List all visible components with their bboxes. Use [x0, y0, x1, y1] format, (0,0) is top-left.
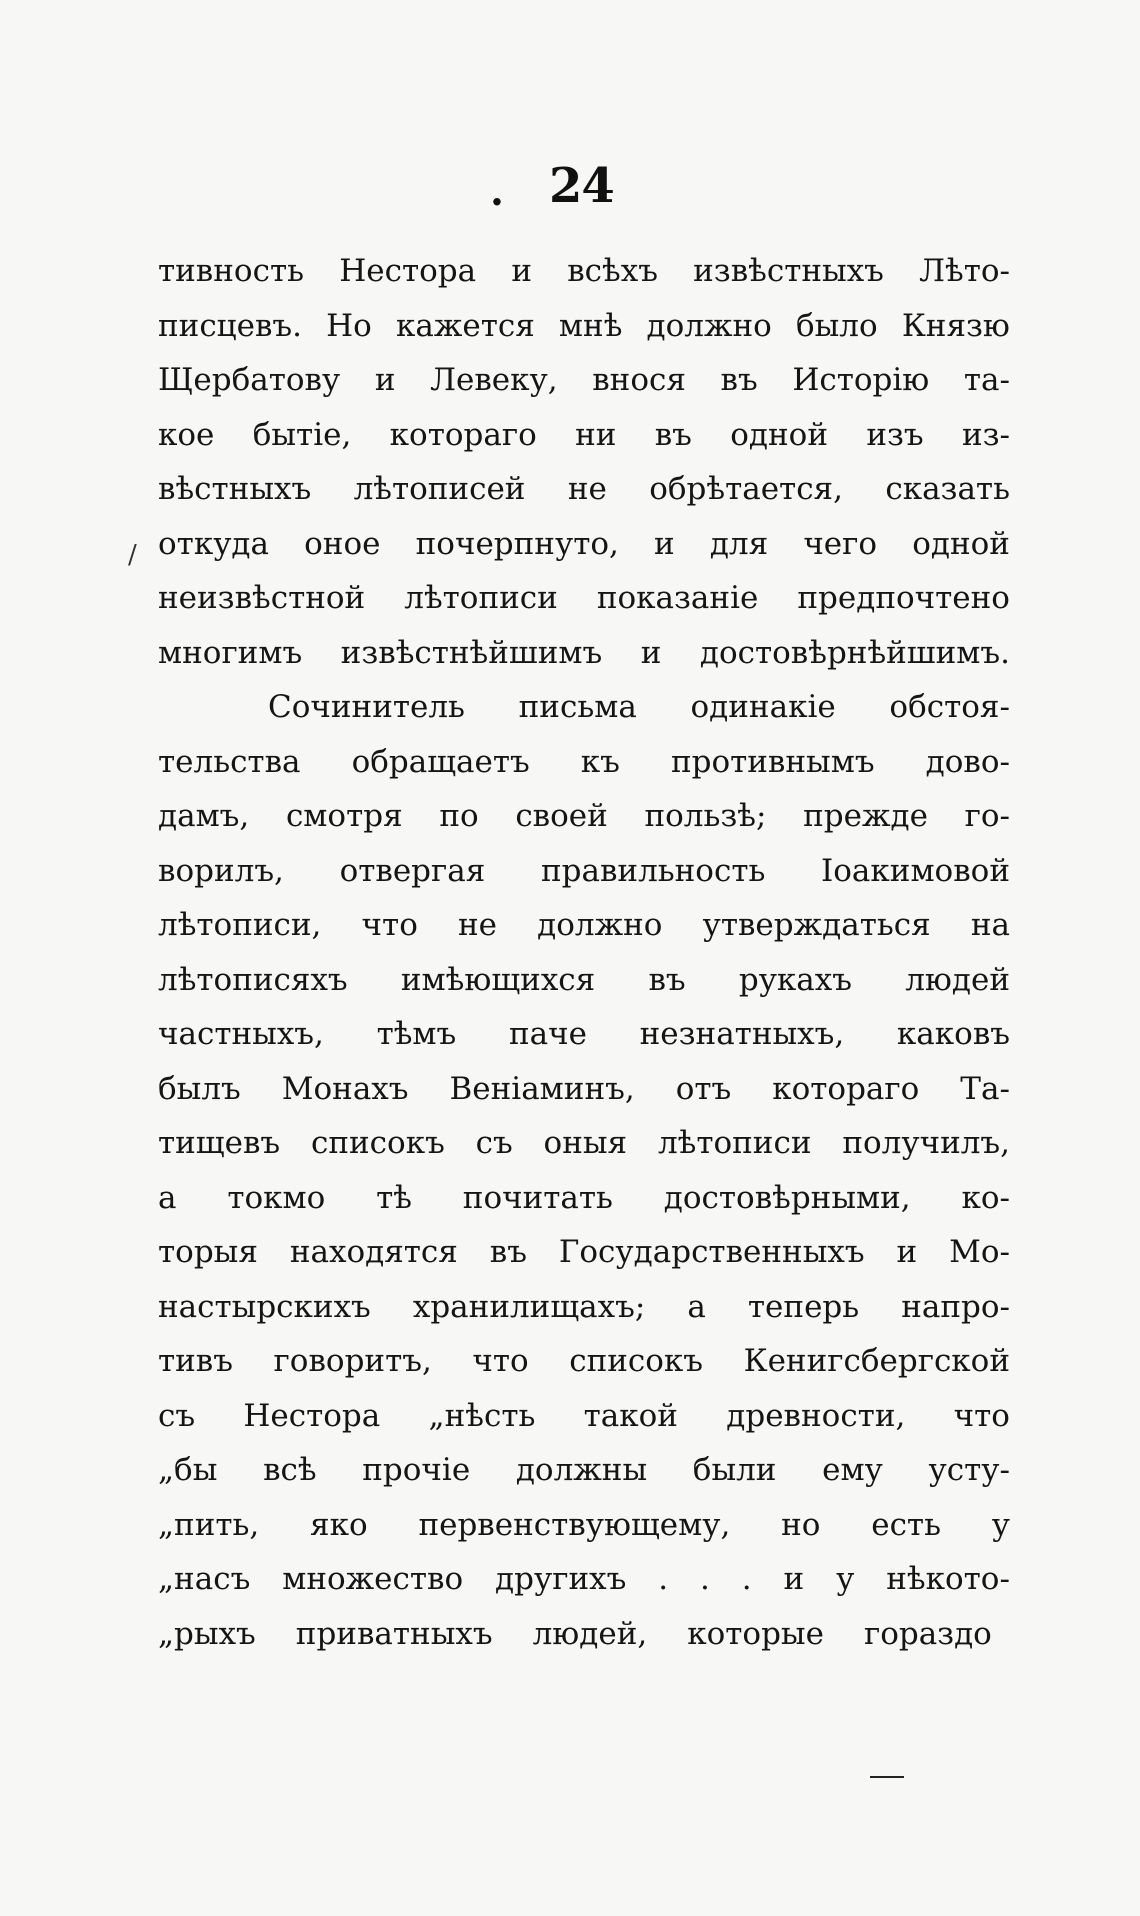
word: рукахъ	[738, 961, 852, 998]
word: не	[458, 907, 498, 943]
text-line	[158, 1443, 1010, 1498]
word: древности,	[726, 1397, 906, 1434]
word: отъ	[675, 1070, 732, 1107]
word: извѣстнѣйшимъ	[340, 634, 603, 671]
text-line	[158, 517, 1010, 572]
text-line	[158, 898, 1010, 953]
text-line	[158, 680, 1010, 735]
word: правильность	[540, 852, 766, 889]
word: должно	[537, 907, 663, 943]
word: ко-	[961, 1179, 1010, 1216]
word: былъ	[158, 1070, 241, 1107]
text-line	[158, 353, 1010, 408]
word: и	[654, 525, 675, 562]
word: другихъ	[495, 1561, 627, 1597]
word: были	[692, 1452, 777, 1488]
word: утверждаться	[702, 907, 931, 943]
word: бытіе,	[252, 416, 352, 453]
text-line	[158, 244, 1010, 299]
word: Но	[326, 307, 372, 344]
word: „бы	[158, 1452, 218, 1488]
word: напро-	[901, 1288, 1010, 1325]
word: одинакіе	[690, 689, 836, 725]
word: первенствующему,	[418, 1506, 731, 1543]
word: отвергая	[339, 852, 486, 889]
word: вѣстныхъ	[158, 471, 312, 507]
word: ворилъ,	[158, 852, 284, 889]
word: Исторію	[792, 362, 930, 398]
word: своей	[515, 798, 608, 834]
word: одной	[730, 416, 828, 453]
header-dot: .	[490, 168, 504, 215]
word: нѣкото-	[886, 1561, 1010, 1597]
word: извѣстныхъ	[693, 253, 884, 289]
text-line	[158, 953, 1010, 1008]
word: и	[783, 1561, 805, 1597]
word: усту-	[928, 1452, 1010, 1488]
word: и	[374, 362, 396, 398]
word: гораздо	[863, 1615, 992, 1652]
word: .	[741, 1561, 752, 1597]
word: пользѣ;	[644, 798, 767, 834]
text-line	[158, 1389, 1010, 1444]
text-line	[158, 789, 1010, 844]
word: из-	[961, 416, 1010, 453]
word: достовѣрными,	[663, 1179, 911, 1216]
word: Монахъ	[281, 1070, 409, 1107]
bottom-rule	[870, 1776, 904, 1778]
word: противнымъ	[670, 743, 875, 780]
word: ему	[822, 1452, 883, 1488]
text-line	[158, 1062, 1010, 1117]
word: съ	[158, 1397, 196, 1434]
word: Сочинитель	[268, 689, 465, 725]
page-header	[0, 158, 1140, 218]
margin-mark: /	[128, 540, 137, 570]
word: Веніаминъ,	[449, 1070, 635, 1107]
word: лѣтописей	[353, 471, 526, 507]
word: многимъ	[158, 634, 303, 671]
word: Князю	[901, 307, 1010, 344]
word: прочіе	[362, 1452, 471, 1488]
word: лѣтописи	[404, 580, 558, 616]
word: говоритъ,	[273, 1343, 432, 1379]
word: лѣтописи	[657, 1125, 812, 1161]
word: настырскихъ	[158, 1288, 371, 1325]
word: та-	[963, 362, 1010, 398]
word: кое	[158, 416, 215, 453]
word: было	[795, 307, 878, 344]
word: что	[472, 1343, 529, 1379]
word: получилъ,	[842, 1125, 1010, 1161]
word: Нестора	[243, 1397, 381, 1434]
word: „насъ	[158, 1561, 251, 1597]
word: „нѣсть	[428, 1397, 536, 1434]
word: котораго	[772, 1070, 920, 1107]
word: на	[970, 907, 1010, 943]
word: но	[781, 1506, 821, 1543]
word: паче	[508, 1016, 587, 1052]
text-line	[158, 462, 1010, 517]
word: обрѣтается,	[649, 471, 843, 507]
text-line	[158, 571, 1010, 626]
word: въ	[654, 416, 692, 453]
word: всѣ	[263, 1452, 317, 1488]
body-text	[158, 244, 1010, 1661]
word: а	[158, 1179, 177, 1216]
text-line	[158, 408, 1010, 463]
word: торыя	[158, 1234, 258, 1270]
word: кажется	[395, 307, 535, 344]
text-line	[158, 1225, 1010, 1280]
word: должно	[646, 307, 772, 344]
word: а	[687, 1288, 706, 1325]
word: смотря	[285, 798, 403, 834]
word: людей	[905, 961, 1010, 998]
word: и	[896, 1234, 918, 1270]
text-line	[158, 1552, 1010, 1607]
word: въ	[720, 362, 758, 398]
word: предпочтено	[797, 580, 1010, 616]
text-line	[158, 735, 1010, 790]
text-line	[158, 1498, 1010, 1553]
word: людей,	[532, 1615, 648, 1652]
word: тивность	[158, 253, 304, 289]
word: го-	[964, 798, 1010, 834]
word: обращаетъ	[351, 743, 530, 780]
word: токмо	[227, 1179, 326, 1216]
page-number: 24	[549, 158, 614, 214]
word: списокъ	[310, 1125, 445, 1161]
word: такой	[583, 1397, 678, 1434]
word: каковъ	[896, 1016, 1010, 1052]
word: мнѣ	[558, 307, 623, 344]
word: Та-	[960, 1070, 1010, 1107]
word: у	[991, 1506, 1010, 1543]
word: къ	[580, 743, 620, 780]
word: оное	[304, 525, 381, 562]
word: не	[567, 471, 607, 507]
text-line	[158, 1116, 1010, 1171]
word: Іоакимовой	[821, 852, 1010, 889]
word: дамъ,	[158, 798, 250, 834]
text-line	[158, 1171, 1010, 1226]
word: „рыхъ	[158, 1615, 256, 1652]
word: и	[511, 253, 532, 289]
word: что	[953, 1397, 1010, 1434]
word: оныя	[543, 1125, 628, 1161]
word: приватныхъ	[295, 1615, 493, 1652]
word: „пить,	[158, 1506, 260, 1543]
word: почитать	[462, 1179, 613, 1216]
word: письма	[518, 689, 637, 725]
word: изъ	[866, 416, 924, 453]
word: откуда	[158, 525, 269, 562]
text-line	[158, 1607, 1010, 1662]
word: Нестора	[339, 253, 477, 289]
word: Кенигсбергской	[743, 1343, 1010, 1379]
word: частныхъ,	[158, 1016, 324, 1052]
word: Мо-	[949, 1234, 1010, 1270]
word: тивъ	[158, 1343, 233, 1379]
text-line	[158, 1007, 1010, 1062]
word: одной	[912, 525, 1010, 562]
word: Щербатову	[158, 362, 341, 398]
word: незнатныхъ,	[639, 1016, 845, 1052]
word: тельства	[158, 743, 301, 780]
word: лѣтописи,	[158, 907, 322, 943]
word: теперь	[747, 1288, 860, 1325]
word: дово-	[925, 743, 1010, 780]
word: которые	[687, 1615, 824, 1652]
word: писцевъ.	[158, 307, 302, 344]
word: списокъ	[569, 1343, 704, 1379]
word: котораго	[389, 416, 537, 453]
word: чего	[803, 525, 878, 562]
word: неизвѣстной	[158, 580, 366, 616]
word: всѣхъ	[567, 253, 658, 289]
word: тищевъ	[158, 1125, 281, 1161]
word: у	[836, 1561, 855, 1597]
text-line	[158, 1280, 1010, 1335]
word: яко	[310, 1506, 368, 1543]
word: лѣтописяхъ	[158, 961, 348, 998]
word: ни	[575, 416, 617, 453]
word: обстоя-	[889, 689, 1010, 725]
word: что	[361, 907, 418, 943]
word: Государственныхъ	[558, 1234, 865, 1270]
text-line	[158, 1334, 1010, 1389]
word: множество	[282, 1561, 464, 1597]
word: въ	[489, 1234, 527, 1270]
word: тѣмъ	[376, 1016, 457, 1052]
word: тѣ	[376, 1179, 412, 1216]
word: по	[439, 798, 479, 834]
word: есть	[871, 1506, 941, 1543]
text-line	[158, 844, 1010, 899]
word: внося	[592, 362, 686, 398]
word: прежде	[803, 798, 928, 834]
word: въ	[648, 961, 686, 998]
word: и	[640, 634, 662, 671]
word: должны	[515, 1452, 648, 1488]
word: .	[658, 1561, 669, 1597]
word: показаніе	[596, 580, 759, 616]
word: сказать	[885, 471, 1010, 507]
word: имѣющихся	[400, 961, 596, 998]
word: хранилищахъ;	[412, 1288, 646, 1325]
word: Лѣто-	[919, 253, 1010, 289]
word: для	[709, 525, 769, 562]
word: .	[700, 1561, 710, 1597]
word: съ	[475, 1125, 513, 1161]
word: почерпнуто,	[415, 525, 619, 562]
word: находятся	[289, 1234, 458, 1270]
text-line	[158, 299, 1010, 354]
word: достовѣрнѣйшимъ.	[699, 634, 1010, 671]
word: Левеку,	[430, 362, 558, 398]
text-line	[158, 626, 1010, 681]
